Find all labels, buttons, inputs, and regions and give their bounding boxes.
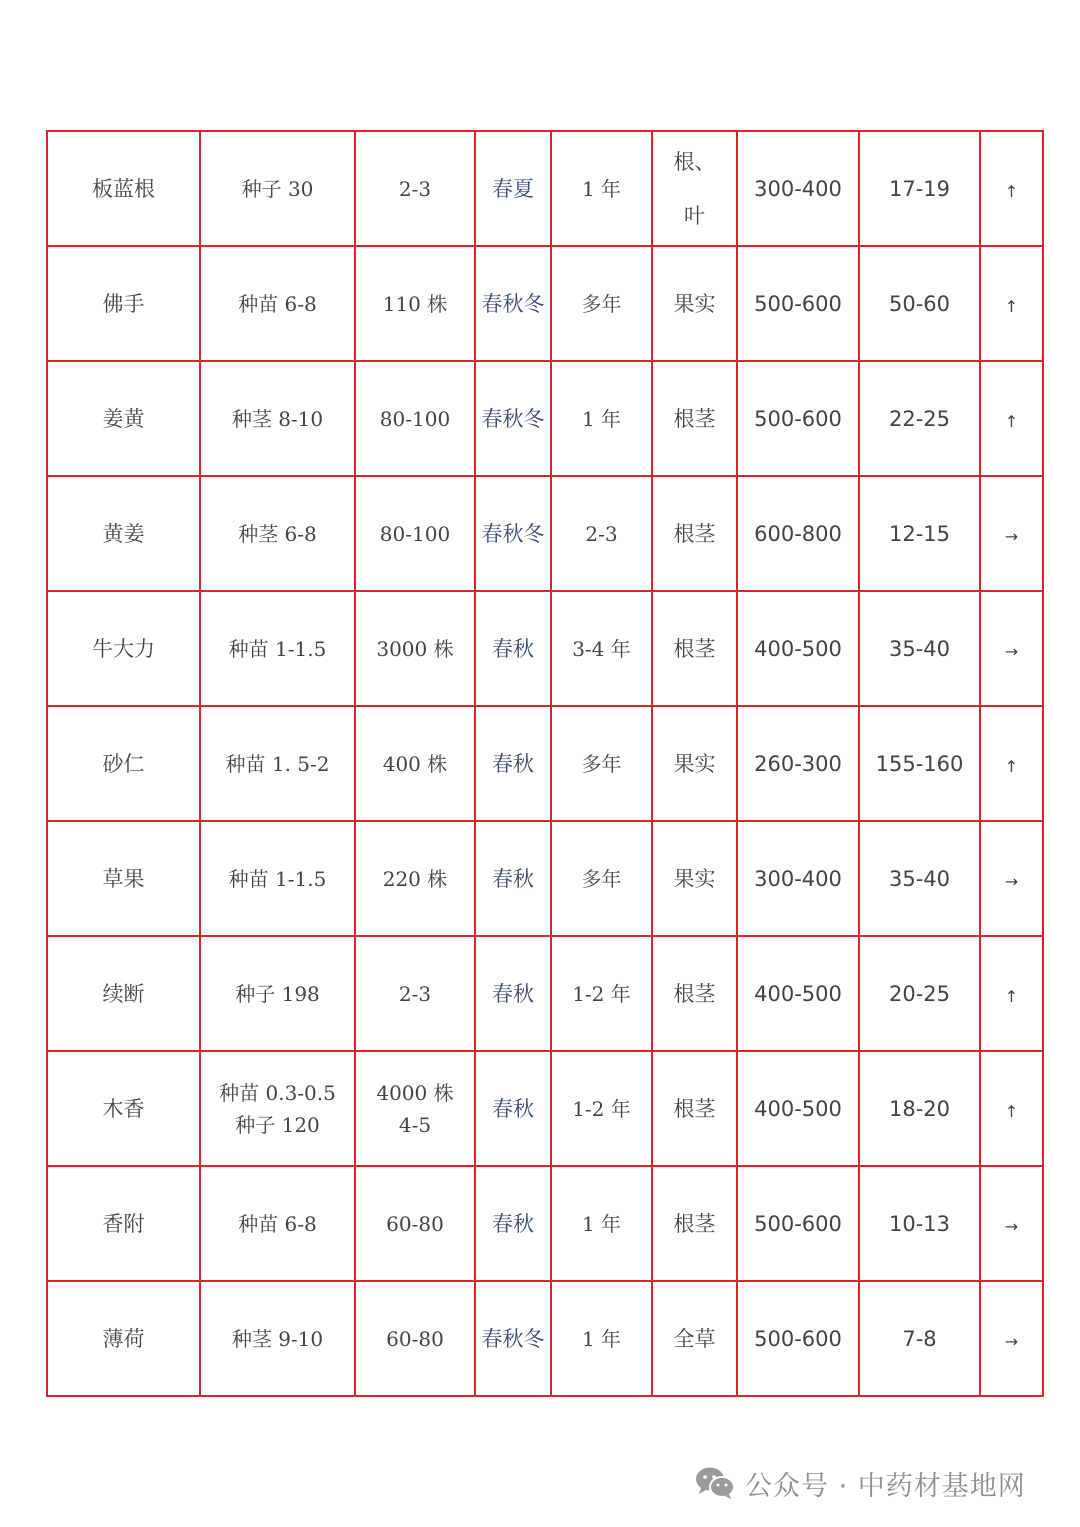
table-row — [47, 1166, 1043, 1281]
planting-material-cell-line: 种子 120 — [235, 1112, 320, 1137]
medicinal-part-cell — [652, 131, 737, 246]
yield-cell: 35-40 — [859, 591, 980, 706]
planting-amount-cell-line: 4000 株 — [376, 1080, 454, 1105]
price-cell: 500-600 — [737, 1166, 859, 1281]
table-body — [47, 131, 1043, 1396]
trend-icon-cell: → — [980, 821, 1043, 936]
planting-amount-cell — [355, 706, 475, 821]
trend-icon-cell: → — [980, 1281, 1043, 1396]
price-cell: 260-300 — [737, 706, 859, 821]
trend-icon-cell: → — [980, 1166, 1043, 1281]
trend-icon-cell: ↑ — [980, 246, 1043, 361]
herb-name-cell: 砂仁 — [47, 706, 200, 821]
planting-season-cell: 春秋 — [475, 706, 551, 821]
price-cell: 600-800 — [737, 476, 859, 591]
planting-season-cell: 春秋冬 — [475, 361, 551, 476]
price-cell: 300-400 — [737, 131, 859, 246]
medicinal-part-cell: 根茎 — [652, 936, 737, 1051]
watermark-text: 公众号 · 中药材基地网 — [745, 1470, 1026, 1502]
yield-cell: 155-160 — [859, 706, 980, 821]
table-row — [47, 821, 1043, 936]
yield-cell: 50-60 — [859, 246, 980, 361]
trend-icon-cell: → — [980, 591, 1043, 706]
planting-material-cell-line: 种苗 1-1.5 — [228, 636, 327, 661]
planting-material-cell-line: 种苗 0.3-0.5 — [219, 1080, 336, 1105]
planting-material-cell — [200, 131, 355, 246]
planting-material-cell-line: 种苗 1. 5-2 — [225, 751, 330, 776]
planting-material-cell-line: 种茎 6-8 — [238, 521, 317, 546]
planting-material-cell-line: 种茎 8-10 — [231, 406, 324, 431]
herb-table — [46, 130, 1044, 1397]
table-row — [47, 361, 1043, 476]
medicinal-part-cell: 根茎 — [652, 476, 737, 591]
medicinal-part-cell-text: 根、叶 — [673, 149, 716, 228]
planting-amount-cell-line: 2-3 — [398, 176, 432, 201]
planting-amount-cell-line: 220 株 — [382, 866, 448, 891]
table-row — [47, 706, 1043, 821]
price-cell: 500-600 — [737, 1281, 859, 1396]
price-cell: 300-400 — [737, 821, 859, 936]
price-cell: 400-500 — [737, 936, 859, 1051]
planting-season-cell: 春秋 — [475, 1166, 551, 1281]
price-cell: 500-600 — [737, 246, 859, 361]
growth-period-cell: 1 年 — [551, 1281, 652, 1396]
planting-material-cell — [200, 706, 355, 821]
trend-icon-cell: ↑ — [980, 1051, 1043, 1166]
planting-material-cell — [200, 821, 355, 936]
planting-amount-cell-line: 80-100 — [379, 406, 451, 431]
wechat-icon — [695, 1466, 735, 1500]
planting-material-cell — [200, 1281, 355, 1396]
planting-season-cell: 春秋 — [475, 591, 551, 706]
yield-cell: 7-8 — [859, 1281, 980, 1396]
trend-icon-cell: ↑ — [980, 706, 1043, 821]
planting-season-cell: 春夏 — [475, 131, 551, 246]
price-cell: 400-500 — [737, 1051, 859, 1166]
planting-amount-cell-line: 4-5 — [398, 1112, 432, 1137]
planting-material-cell-line: 种子 30 — [241, 176, 314, 201]
growth-period-cell: 1-2 年 — [551, 1051, 652, 1166]
herb-name-cell: 木香 — [47, 1051, 200, 1166]
yield-cell: 18-20 — [859, 1051, 980, 1166]
planting-material-cell — [200, 476, 355, 591]
growth-period-cell: 2-3 — [551, 476, 652, 591]
planting-amount-cell-line: 400 株 — [382, 751, 448, 776]
planting-amount-cell-line: 80-100 — [379, 521, 451, 546]
trend-icon-cell: → — [980, 476, 1043, 591]
planting-season-cell: 春秋 — [475, 821, 551, 936]
herb-name-cell: 续断 — [47, 936, 200, 1051]
planting-amount-cell-line: 110 株 — [382, 291, 448, 316]
table-row — [47, 1281, 1043, 1396]
planting-material-cell-line: 种子 198 — [235, 981, 320, 1006]
planting-material-cell — [200, 1166, 355, 1281]
table-row — [47, 1051, 1043, 1166]
planting-material-cell — [200, 591, 355, 706]
planting-amount-cell — [355, 936, 475, 1051]
medicinal-part-cell: 全草 — [652, 1281, 737, 1396]
growth-period-cell: 多年 — [551, 821, 652, 936]
trend-icon-cell: ↑ — [980, 361, 1043, 476]
medicinal-part-cell: 根茎 — [652, 1166, 737, 1281]
herb-name-cell: 草果 — [47, 821, 200, 936]
planting-season-cell: 春秋冬 — [475, 1281, 551, 1396]
medicinal-part-cell: 果实 — [652, 821, 737, 936]
planting-amount-cell-line: 2-3 — [398, 981, 432, 1006]
growth-period-cell: 3-4 年 — [551, 591, 652, 706]
growth-period-cell: 多年 — [551, 706, 652, 821]
planting-amount-cell — [355, 821, 475, 936]
price-cell: 400-500 — [737, 591, 859, 706]
medicinal-part-cell: 果实 — [652, 246, 737, 361]
planting-amount-cell — [355, 131, 475, 246]
growth-period-cell: 1 年 — [551, 1166, 652, 1281]
planting-material-cell-line: 种苗 1-1.5 — [228, 866, 327, 891]
trend-icon-cell: ↑ — [980, 936, 1043, 1051]
planting-amount-cell — [355, 361, 475, 476]
planting-amount-cell — [355, 1051, 475, 1166]
herb-name-cell: 牛大力 — [47, 591, 200, 706]
yield-cell: 20-25 — [859, 936, 980, 1051]
yield-cell: 12-15 — [859, 476, 980, 591]
planting-amount-cell-line: 3000 株 — [376, 636, 454, 661]
planting-season-cell: 春秋冬 — [475, 476, 551, 591]
table-row — [47, 591, 1043, 706]
yield-cell: 22-25 — [859, 361, 980, 476]
growth-period-cell: 多年 — [551, 246, 652, 361]
planting-season-cell: 春秋 — [475, 1051, 551, 1166]
planting-amount-cell — [355, 1166, 475, 1281]
yield-cell: 35-40 — [859, 821, 980, 936]
yield-cell: 10-13 — [859, 1166, 980, 1281]
yield-cell: 17-19 — [859, 131, 980, 246]
herb-name-cell: 板蓝根 — [47, 131, 200, 246]
herb-name-cell: 薄荷 — [47, 1281, 200, 1396]
planting-material-cell-line: 种茎 9-10 — [231, 1326, 324, 1351]
table-row — [47, 476, 1043, 591]
medicinal-part-cell: 根茎 — [652, 591, 737, 706]
table-row — [47, 246, 1043, 361]
table-row — [47, 131, 1043, 246]
herb-name-cell: 黄姜 — [47, 476, 200, 591]
growth-period-cell: 1-2 年 — [551, 936, 652, 1051]
trend-icon-cell: ↑ — [980, 131, 1043, 246]
planting-amount-cell — [355, 591, 475, 706]
planting-material-cell — [200, 936, 355, 1051]
growth-period-cell: 1 年 — [551, 361, 652, 476]
planting-material-cell — [200, 246, 355, 361]
herb-name-cell: 香附 — [47, 1166, 200, 1281]
planting-season-cell: 春秋冬 — [475, 246, 551, 361]
planting-material-cell-line: 种苗 6-8 — [238, 1211, 317, 1236]
herb-name-cell: 姜黄 — [47, 361, 200, 476]
watermark — [695, 1463, 1026, 1503]
planting-season-cell: 春秋 — [475, 936, 551, 1051]
planting-amount-cell-line: 60-80 — [386, 1211, 444, 1236]
table-row — [47, 936, 1043, 1051]
planting-amount-cell — [355, 1281, 475, 1396]
planting-material-cell — [200, 361, 355, 476]
price-cell: 500-600 — [737, 361, 859, 476]
medicinal-part-cell: 根茎 — [652, 1051, 737, 1166]
medicinal-part-cell: 根茎 — [652, 361, 737, 476]
planting-material-cell — [200, 1051, 355, 1166]
planting-amount-cell — [355, 246, 475, 361]
growth-period-cell: 1 年 — [551, 131, 652, 246]
medicinal-part-cell: 果实 — [652, 706, 737, 821]
planting-amount-cell — [355, 476, 475, 591]
planting-material-cell-line: 种苗 6-8 — [238, 291, 317, 316]
planting-amount-cell-line: 60-80 — [386, 1326, 444, 1351]
herb-name-cell: 佛手 — [47, 246, 200, 361]
